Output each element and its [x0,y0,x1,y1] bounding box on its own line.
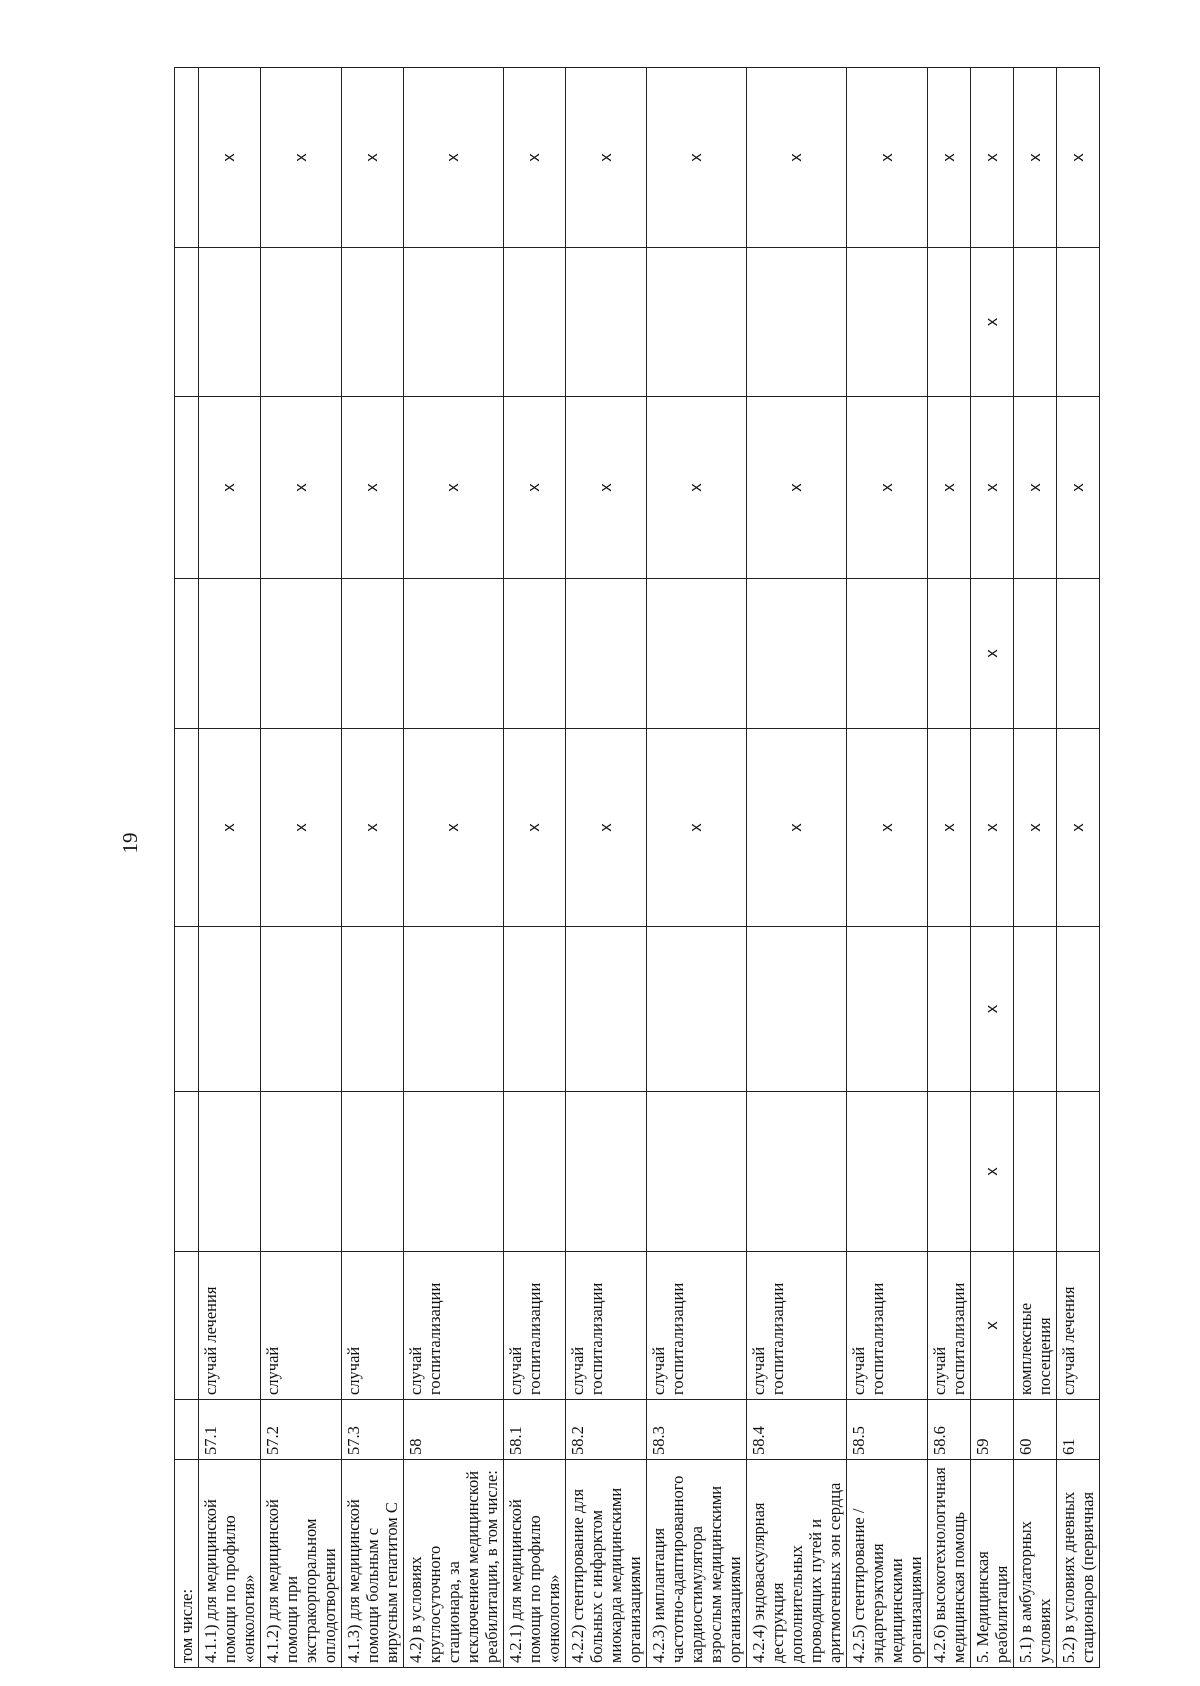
row-value-cell-c7 [566,579,647,729]
row-value-cell-c10: х [404,68,504,248]
row-value-cell-c10: х [1014,68,1057,248]
row-value-cell-c8: х [1057,397,1100,579]
table-row [566,68,647,1668]
row-value-cell-c7 [199,579,261,729]
row-value-cell-c5 [647,927,747,1092]
row-value-cell-c8: х [747,397,847,579]
row-value-cell-c6: х [1057,729,1100,927]
row-value-cell-c9 [1014,248,1057,397]
row-value-cell-c8: х [261,397,342,579]
table-row [199,68,261,1668]
row-value-cell-c9 [261,248,342,397]
row-value-cell-c8: х [647,397,747,579]
row-value-cell-c10: х [342,68,404,248]
row-unit-cell: случай госпитализации [928,1252,971,1400]
row-value-cell-c9 [566,248,647,397]
row-unit-cell: случай [342,1252,404,1400]
row-value-cell-c5 [342,927,404,1092]
row-name-cell: 4.2.3) имплантация частотно-адаптированного кардиостимулятора взрослым медицинскими организациями [647,1460,747,1668]
table-row [647,68,747,1668]
row-value-cell-c6: х [342,729,404,927]
row-value-cell-c7 [404,579,504,729]
row-code-cell: 58.5 [847,1400,928,1460]
row-code-cell [175,1400,199,1460]
row-value-cell-c6: х [928,729,971,927]
row-value-cell-c5 [928,927,971,1092]
row-value-cell-c5 [261,927,342,1092]
row-value-cell-c5 [504,927,566,1092]
row-value-cell-c4 [504,1092,566,1252]
row-value-cell-c10: х [504,68,566,248]
row-value-cell-c5 [1014,927,1057,1092]
row-value-cell-c6 [175,729,199,927]
table-row [1057,68,1100,1668]
row-value-cell-c10: х [261,68,342,248]
row-code-cell: 61 [1057,1400,1100,1460]
row-unit-cell: случай госпитализации [747,1252,847,1400]
row-value-cell-c7 [847,579,928,729]
row-value-cell-c8: х [504,397,566,579]
row-unit-cell: случай лечения [1057,1252,1100,1400]
row-unit-cell: случай госпитализации [404,1252,504,1400]
row-value-cell-c9 [342,248,404,397]
row-code-cell: 57.3 [342,1400,404,1460]
row-value-cell-c4 [199,1092,261,1252]
row-value-cell-c9 [647,248,747,397]
row-value-cell-c9 [928,248,971,397]
row-value-cell-c7 [647,579,747,729]
row-code-cell: 57.1 [199,1400,261,1460]
table-row [971,68,1014,1668]
row-value-cell-c4 [342,1092,404,1252]
row-value-cell-c8: х [971,397,1014,579]
row-value-cell-c6: х [566,729,647,927]
row-value-cell-c4 [1014,1092,1057,1252]
row-value-cell-c4: х [971,1092,1014,1252]
row-code-cell: 58.1 [504,1400,566,1460]
row-value-cell-c10: х [928,68,971,248]
table-row [1014,68,1057,1668]
row-value-cell-c4 [261,1092,342,1252]
row-value-cell-c4 [747,1092,847,1252]
row-value-cell-c10: х [747,68,847,248]
row-value-cell-c6: х [971,729,1014,927]
row-value-cell-c8 [175,397,199,579]
row-code-cell: 57.2 [261,1400,342,1460]
row-value-cell-c9 [175,248,199,397]
row-value-cell-c8: х [928,397,971,579]
table-row [342,68,404,1668]
row-name-cell: 5.1) в амбулаторных условиях [1014,1460,1057,1668]
row-name-cell: 4.2.1) для медицинской помощи по профилю «онкология» [504,1460,566,1668]
row-value-cell-c5 [847,927,928,1092]
row-value-cell-c7 [747,579,847,729]
table-row [504,68,566,1668]
row-value-cell-c10: х [1057,68,1100,248]
row-unit-cell: случай госпитализации [847,1252,928,1400]
row-value-cell-c9 [504,248,566,397]
row-value-cell-c7 [342,579,404,729]
row-value-cell-c9 [1057,248,1100,397]
row-name-cell: 4.2.5) стентирование / эндартерэктомия медицинскими организациями [847,1460,928,1668]
data-table [174,67,1100,1668]
row-value-cell-c10: х [566,68,647,248]
row-unit-cell: комплексные посещения [1014,1252,1057,1400]
table-body [175,68,1100,1668]
row-value-cell-c7 [175,579,199,729]
page-number: 19 [118,832,142,854]
row-value-cell-c6: х [747,729,847,927]
row-unit-cell: случай [261,1252,342,1400]
table-row [404,68,504,1668]
row-value-cell-c9 [747,248,847,397]
row-code-cell: 59 [971,1400,1014,1460]
row-name-cell: 5. Медицинская реабилитация [971,1460,1014,1668]
row-value-cell-c6: х [199,729,261,927]
table-row [175,68,199,1668]
row-value-cell-c5 [1057,927,1100,1092]
row-value-cell-c9: х [971,248,1014,397]
row-name-cell: 4.2) в условиях круглосуточного стационара, за исключением медицинской реабилитации, в том числе: [404,1460,504,1668]
row-value-cell-c9 [847,248,928,397]
row-value-cell-c5 [175,927,199,1092]
row-unit-cell: случай лечения [199,1252,261,1400]
row-value-cell-c7 [261,579,342,729]
row-value-cell-c7 [1057,579,1100,729]
table-row [847,68,928,1668]
row-value-cell-c7: х [971,579,1014,729]
row-name-cell: 4.1.1) для медицинской помощи по профилю «онкология» [199,1460,261,1668]
row-code-cell: 58.6 [928,1400,971,1460]
table-row [928,68,971,1668]
row-value-cell-c5 [199,927,261,1092]
row-value-cell-c8: х [404,397,504,579]
row-value-cell-c4 [1057,1092,1100,1252]
row-code-cell: 58.3 [647,1400,747,1460]
row-value-cell-c8: х [847,397,928,579]
row-value-cell-c6: х [1014,729,1057,927]
row-value-cell-c10 [175,68,199,248]
row-value-cell-c4 [404,1092,504,1252]
row-value-cell-c7 [1014,579,1057,729]
row-name-cell: 4.2.4) эндоваскулярная деструкция дополнительных проводящих путей и аритмогенных зон сердца [747,1460,847,1668]
row-value-cell-c4 [175,1092,199,1252]
row-value-cell-c8: х [342,397,404,579]
row-value-cell-c9 [404,248,504,397]
row-value-cell-c7 [504,579,566,729]
row-value-cell-c9 [199,248,261,397]
row-value-cell-c4 [566,1092,647,1252]
row-name-cell: 5.2) в условиях дневных стационаров (первичная [1057,1460,1100,1668]
table-row [261,68,342,1668]
row-value-cell-c8: х [199,397,261,579]
row-unit-cell: случай госпитализации [504,1252,566,1400]
rotated-table-wrapper [174,68,1097,1668]
row-code-cell: 58 [404,1400,504,1460]
row-unit-cell [175,1252,199,1400]
row-value-cell-c8: х [566,397,647,579]
row-value-cell-c7 [928,579,971,729]
row-value-cell-c6: х [504,729,566,927]
row-code-cell: 58.2 [566,1400,647,1460]
row-value-cell-c6: х [847,729,928,927]
row-unit-cell: случай госпитализации [647,1252,747,1400]
row-name-cell: 4.2.2) стентирование для больных с инфарктом миокарда медицинскими организациями [566,1460,647,1668]
row-name-cell: 4.1.2) для медицинской помощи при экстракорпоральном оплодотворении [261,1460,342,1668]
row-value-cell-c5: х [971,927,1014,1092]
row-value-cell-c10: х [971,68,1014,248]
row-value-cell-c4 [928,1092,971,1252]
row-value-cell-c6: х [404,729,504,927]
row-code-cell: 60 [1014,1400,1057,1460]
row-unit-cell: х [971,1252,1014,1400]
row-code-cell: 58.4 [747,1400,847,1460]
row-value-cell-c4 [647,1092,747,1252]
row-value-cell-c10: х [199,68,261,248]
row-value-cell-c10: х [847,68,928,248]
row-name-cell: том числе: [175,1460,199,1668]
row-value-cell-c5 [747,927,847,1092]
row-value-cell-c6: х [647,729,747,927]
table-row [747,68,847,1668]
row-name-cell: 4.2.6) высокотехнологичная медицинская помощь [928,1460,971,1668]
row-value-cell-c5 [566,927,647,1092]
row-value-cell-c10: х [647,68,747,248]
row-unit-cell: случай госпитализации [566,1252,647,1400]
row-value-cell-c8: х [1014,397,1057,579]
row-value-cell-c4 [847,1092,928,1252]
row-value-cell-c5 [404,927,504,1092]
row-name-cell: 4.1.3) для медицинской помощи больным с вирусным гепатитом С [342,1460,404,1668]
row-value-cell-c6: х [261,729,342,927]
